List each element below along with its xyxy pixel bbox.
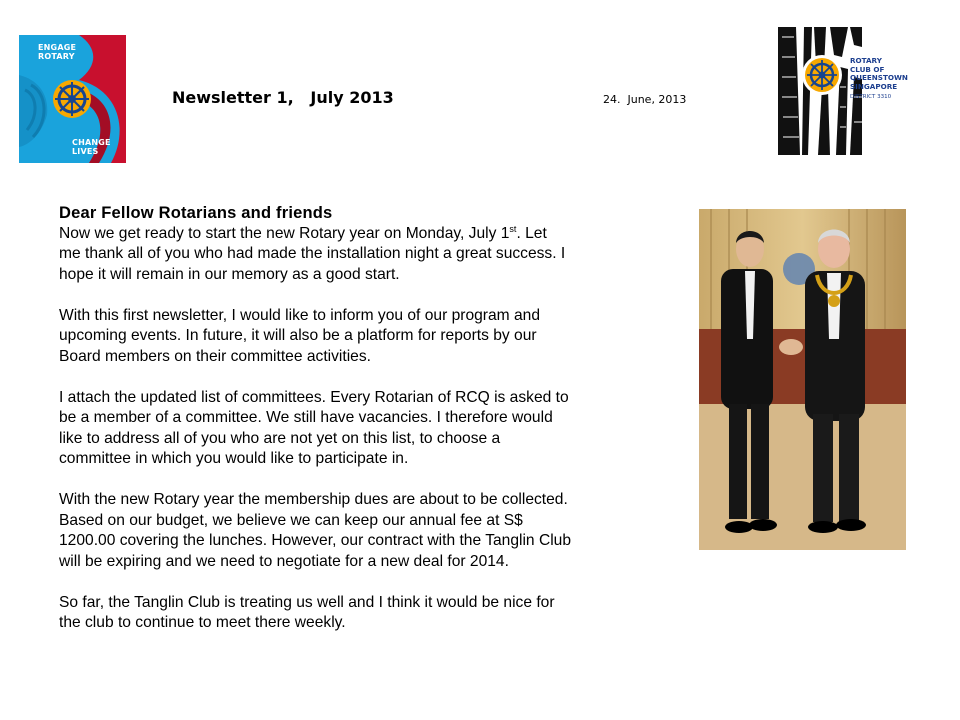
text-line: Board members on their committee activities. bbox=[59, 347, 371, 365]
logo-line: ROTARY bbox=[38, 52, 75, 61]
text-line: I attach the updated list of committees. Every Rotarian of RCQ is asked to bbox=[59, 388, 569, 406]
newsletter-date: 24. June, 2013 bbox=[603, 93, 687, 106]
text-line: committee in which you would like to participate in. bbox=[59, 450, 409, 467]
engage-rotary-logo bbox=[19, 35, 126, 163]
club-name-line: ROTARY bbox=[850, 56, 882, 65]
club-name bbox=[850, 57, 908, 91]
paragraph-5 bbox=[59, 593, 689, 634]
engage-rotary-text bbox=[38, 43, 76, 61]
letter-body bbox=[59, 203, 689, 654]
text-line: 1200.00 covering the lunches. However, our contract with the Tanglin Club bbox=[59, 532, 572, 549]
paragraph-3 bbox=[59, 388, 689, 470]
ordinal-suffix: st bbox=[509, 223, 517, 234]
text-line: me thank all of you who had made the installation night a great success. I bbox=[59, 245, 566, 262]
logo-line: CHANGE bbox=[72, 138, 111, 147]
paragraph-1 bbox=[59, 224, 689, 286]
club-name-line: QUEENSTOWN bbox=[850, 73, 908, 82]
club-district: DISTRICT 3310 bbox=[850, 94, 892, 100]
club-name-line: CLUB OF bbox=[850, 64, 885, 74]
paragraph-2 bbox=[59, 306, 689, 368]
change-lives-text bbox=[72, 138, 111, 156]
text-line: hope it will remain in our memory as a good start. bbox=[59, 265, 400, 283]
text-line: With the new Rotary year the membership dues are about to be collected. bbox=[59, 491, 568, 508]
newsletter-title: Newsletter 1, July 2013 bbox=[172, 88, 394, 107]
text-line: like to address all of you who are not yet on this list, to choose a bbox=[59, 429, 501, 447]
text-line: be a member of a committee. We still have vacancies. I therefore would bbox=[59, 409, 553, 426]
text-line bbox=[59, 224, 689, 245]
queenstown-skyline-artwork bbox=[778, 27, 928, 155]
text-line: will be expiring and we need to negotiate for a new deal for 2014. bbox=[59, 552, 509, 570]
handshake-photo bbox=[699, 209, 906, 550]
logo-line: LIVES bbox=[72, 147, 99, 156]
text-line: upcoming events. In future, it will also be a platform for reports by our bbox=[59, 327, 537, 344]
rotary-club-queenstown-logo bbox=[778, 27, 928, 155]
paragraph-4 bbox=[59, 490, 689, 572]
text-line: the club to continue to meet there weekly. bbox=[59, 614, 346, 631]
logo-line: ENGAGE bbox=[38, 43, 77, 52]
text-line: So far, the Tanglin Club is treating us well and I think it would be nice for bbox=[59, 593, 555, 611]
text-fragment: Now we get ready to start the new Rotary year on Monday, July 1 bbox=[59, 224, 510, 242]
salutation: Dear Fellow Rotarians and friends bbox=[59, 204, 333, 222]
text-fragment: . Let bbox=[516, 224, 547, 242]
club-name-line: SINGAPORE bbox=[850, 81, 898, 91]
text-line: With this first newsletter, I would like to inform you of our program and bbox=[59, 306, 541, 324]
text-line: Based on our budget, we believe we can keep our annual fee at S$ bbox=[59, 511, 523, 529]
